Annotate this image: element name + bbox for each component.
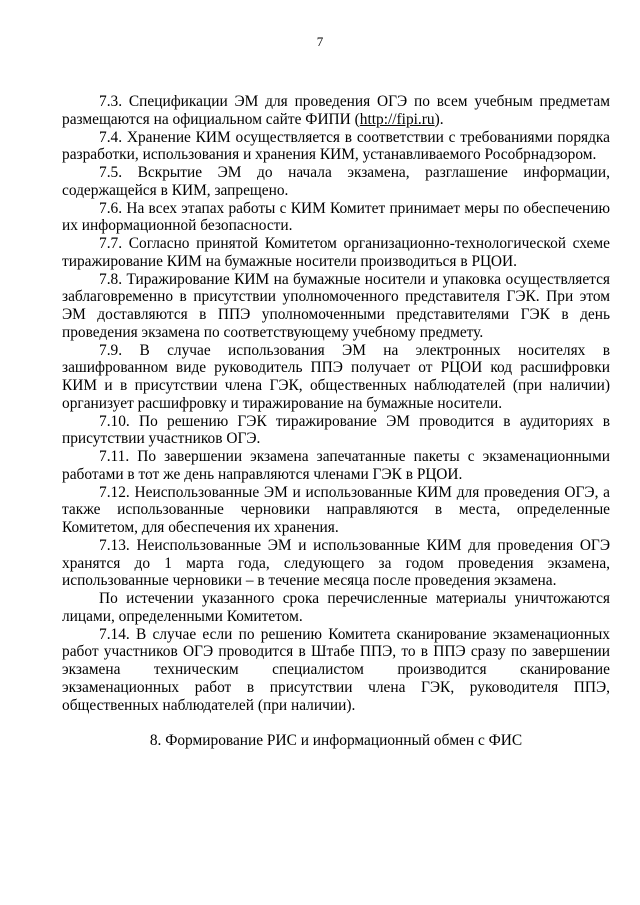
paragraph-7-6: 7.6. На всех этапах работы с КИМ Комитет принимает меры по обеспечению их информационной безопасности. bbox=[62, 199, 610, 235]
paragraph-7-4: 7.4. Хранение КИМ осуществляется в соответствии с требованиями порядка разработки, использования и хранения КИМ, устанавливаемого Рособрнадзором. bbox=[62, 128, 610, 164]
paragraph-7-3-text: 7.3. Спецификации ЭМ для проведения ОГЭ по всем учебным предметам размещаются на официальном сайте ФИПИ ( bbox=[62, 93, 610, 128]
paragraph-7-13-continuation: По истечении указанного срока перечисленные материалы уничтожаются лицами, определенными Комитетом. bbox=[62, 590, 610, 625]
document-body bbox=[62, 93, 610, 750]
paragraph-7-10: 7.10. По решению ГЭК тиражирование ЭМ проводится в аудиториях в присутствии участников ОГЭ. bbox=[62, 412, 610, 448]
paragraph-7-7: 7.7. Согласно принятой Комитетом организационно-технологической схеме тиражирование КИМ на бумажные носители производиться в РЦОИ. bbox=[62, 235, 610, 270]
paragraph-7-3-tail: ). bbox=[434, 110, 444, 128]
fipi-link[interactable]: http://fipi.ru bbox=[359, 110, 435, 128]
page-number: 7 bbox=[316, 34, 324, 49]
paragraph-7-5: 7.5. Вскрытие ЭМ до начала экзамена, разглашение информации, содержащейся в КИМ, запрещено. bbox=[62, 164, 610, 199]
paragraph-7-3 bbox=[62, 93, 610, 129]
paragraph-7-13: 7.13. Неиспользованные ЭМ и использованные КИМ для проведения ОГЭ хранятся до 1 марта года, следующего за годом проведения экзамена, использованные черновики – в течение месяца после проведения экзамена. bbox=[62, 536, 610, 590]
paragraph-7-11: 7.11. По завершении экзамена запечатанные пакеты с экзаменационными работами в тот же день направляются членами ГЭК в РЦОИ. bbox=[62, 448, 610, 483]
paragraph-7-9: 7.9. В случае использования ЭМ на электронных носителях в зашифрованном виде руководитель ППЭ получает от РЦОИ код расшифровки КИМ и в присутствии члена ГЭК, общественных наблюдателей (при наличии) организует расшифровку и тиражирование на бумажные носители. bbox=[62, 341, 610, 412]
section-heading-8: 8. Формирование РИС и информационный обмен с ФИС bbox=[149, 732, 523, 750]
paragraph-7-14: 7.14. В случае если по решению Комитета сканирование экзаменационных работ участников ОГЭ проводится в Штабе ППЭ, то в ППЭ сразу по завершении экзамена техническим специалистом производится сканирование экзаменационных работ в присутствии члена ГЭК, руководителя ППЭ, общественных наблюдателей (при наличии). bbox=[62, 625, 610, 714]
paragraph-7-8: 7.8. Тиражирование КИМ на бумажные носители и упаковка осуществляется заблаговременно в присутствии уполномоченного представителя ГЭК. При этом ЭМ доставляются в ППЭ уполномоченными представителями ГЭК в день проведения экзамена по соответствующему учебному предмету. bbox=[62, 270, 610, 341]
paragraph-7-12: 7.12. Неиспользованные ЭМ и использованные КИМ для проведения ОГЭ, а также использованные черновики направляются в места, определенные Комитетом, для обеспечения их хранения. bbox=[62, 483, 610, 536]
